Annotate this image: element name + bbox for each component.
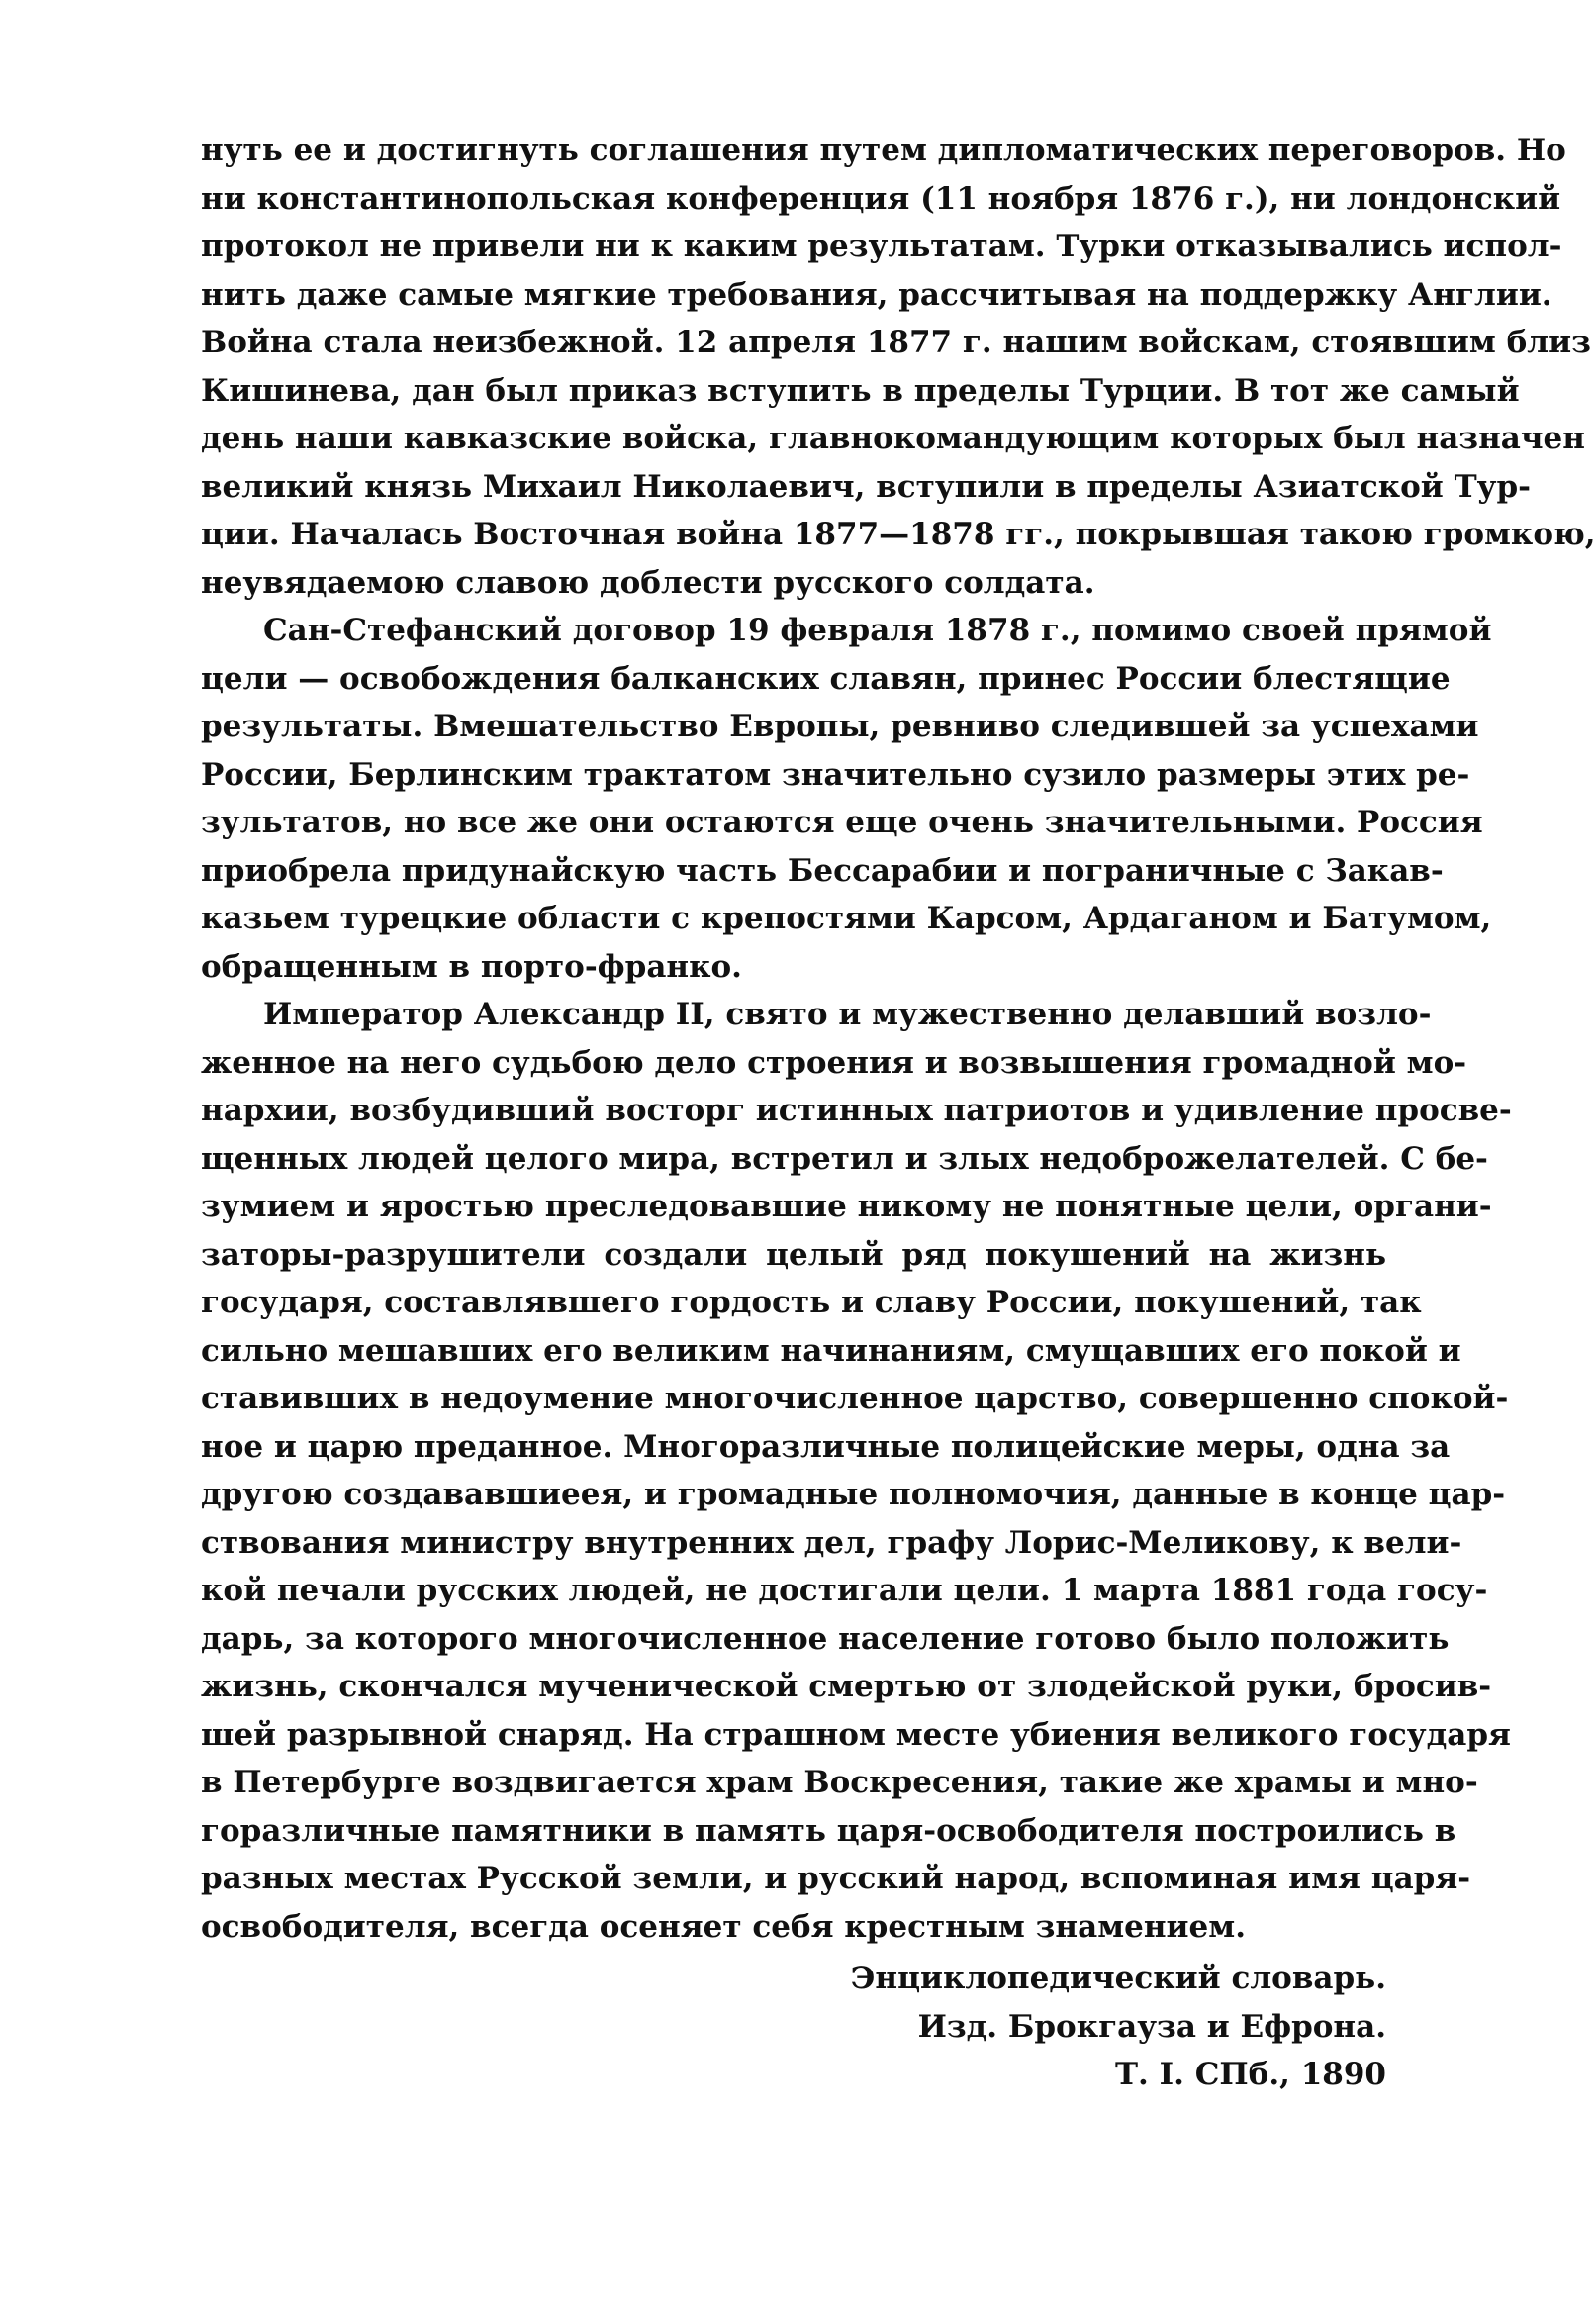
text-line: горазличные памятники в память царя-освободителя построились в	[201, 1812, 1456, 1849]
text-line: в Петербурге воздвигается храм Воскресения, такие же храмы и мно-	[201, 1765, 1478, 1800]
text-line: нуть ее и достигнуть соглашения путем дипломатических переговоров. Но	[201, 133, 1566, 168]
text-line: ции. Началась Восточная война 1877—1878 гг., покрывшая такою громкою,	[201, 517, 1596, 552]
text-line: Император Александр II, свято и мужественно делавший возло-	[263, 997, 1432, 1032]
text-line: результаты. Вмешательство Европы, ревниво следившей за успехами	[201, 709, 1479, 744]
paragraph	[201, 607, 1492, 991]
citation-line: Т. I. СПб., 1890	[1114, 2057, 1386, 2092]
text-line: заторы-разрушители создали целый ряд покушений на жизнь	[201, 1236, 1386, 1273]
text-line: Сан-Стефанский договор 19 февраля 1878 г., помимо своей прямой	[263, 613, 1492, 648]
text-line: казьем турецкие области с крепостями Карсом, Ардаганом и Батумом,	[201, 901, 1492, 936]
text-line: зультатов, но все же они остаются еще очень значительными. Россия	[201, 805, 1483, 840]
text-line: освободителя, всегда осеняет себя крестным знамением.	[201, 1908, 1246, 1945]
text-line: России, Берлинским трактатом значительно сузило размеры этих ре-	[201, 756, 1470, 793]
text-line: шей разрывной снаряд. На страшном месте убиения великого государя	[201, 1716, 1511, 1753]
source-citation	[851, 1955, 1386, 2099]
text-line: женное на него судьбою дело строения и возвышения громадной мо-	[201, 1044, 1467, 1081]
citation-line: Изд. Брокгауза и Ефрона.	[917, 2008, 1386, 2045]
text-line: другою создававшиеея, и громадные полномочия, данные в конце цар-	[201, 1477, 1506, 1512]
text-line: жизнь, скончался мученической смертью от злодейской руки, бросив-	[201, 1669, 1492, 1704]
text-line: великий князь Михаил Николаевич, вступили в пределы Азиатской Тур-	[201, 468, 1532, 505]
text-line: день наши кавказские войска, главнокомандующим которых был назначен	[201, 421, 1585, 456]
text-line: ствования министру внутренних дел, графу Лорис-Меликову, к вели-	[201, 1524, 1462, 1561]
text-line: кой печали русских людей, не достигали цели. 1 марта 1881 года госу-	[201, 1573, 1488, 1608]
text-line: Война стала неизбежной. 12 апреля 1877 г. нашим войскам, стоявшим близ	[201, 325, 1591, 360]
text-line: разных местах Русской земли, и русский народ, вспоминая имя царя-	[201, 1861, 1471, 1896]
text-line: ное и царю преданное. Многоразличные полицейские меры, одна за	[201, 1428, 1451, 1465]
paragraph	[201, 127, 1596, 607]
text-line: нить даже самые мягкие требования, рассчитывая на поддержку Англии.	[201, 276, 1552, 313]
text-line: ставивших в недоумение многочисленное царство, совершенно спокой-	[201, 1381, 1509, 1416]
text-line: сильно мешавших его великим начинаниям, смущавших его покой и	[201, 1332, 1461, 1369]
citation-line: Энциклопедический словарь.	[850, 1961, 1386, 1996]
text-line: цели — освобождения балканских славян, принес России блестящие	[201, 660, 1451, 697]
text-line: зумием и яростью преследовавшие никому не понятные цели, органи-	[201, 1189, 1492, 1224]
text-line: обращенным в порто-франко.	[201, 948, 742, 985]
text-line: Кишинева, дан был приказ вступить в пределы Турции. В тот же самый	[201, 372, 1520, 409]
document-body	[201, 127, 1596, 1951]
text-line: ни константинопольская конференция (11 ноября 1876 г.), ни лондонский	[201, 180, 1561, 217]
text-line: нархии, возбудивший восторг истинных патриотов и удивление просве-	[201, 1093, 1512, 1128]
text-line: приобрела придунайскую часть Бессарабии и пограничные с Закав-	[201, 852, 1444, 889]
paragraph	[201, 991, 1512, 1951]
text-line: дарь, за которого многочисленное население готово было положить	[201, 1620, 1450, 1657]
text-line: протокол не привели ни к каким результатам. Турки отказывались испол-	[201, 229, 1562, 264]
text-line: неувядаемою славою доблести русского солдата.	[201, 564, 1095, 601]
text-line: щенных людей целого мира, встретил и злых недоброжелателей. С бе-	[201, 1140, 1488, 1177]
text-line: государя, составлявшего гордость и славу России, покушений, так	[201, 1285, 1422, 1320]
